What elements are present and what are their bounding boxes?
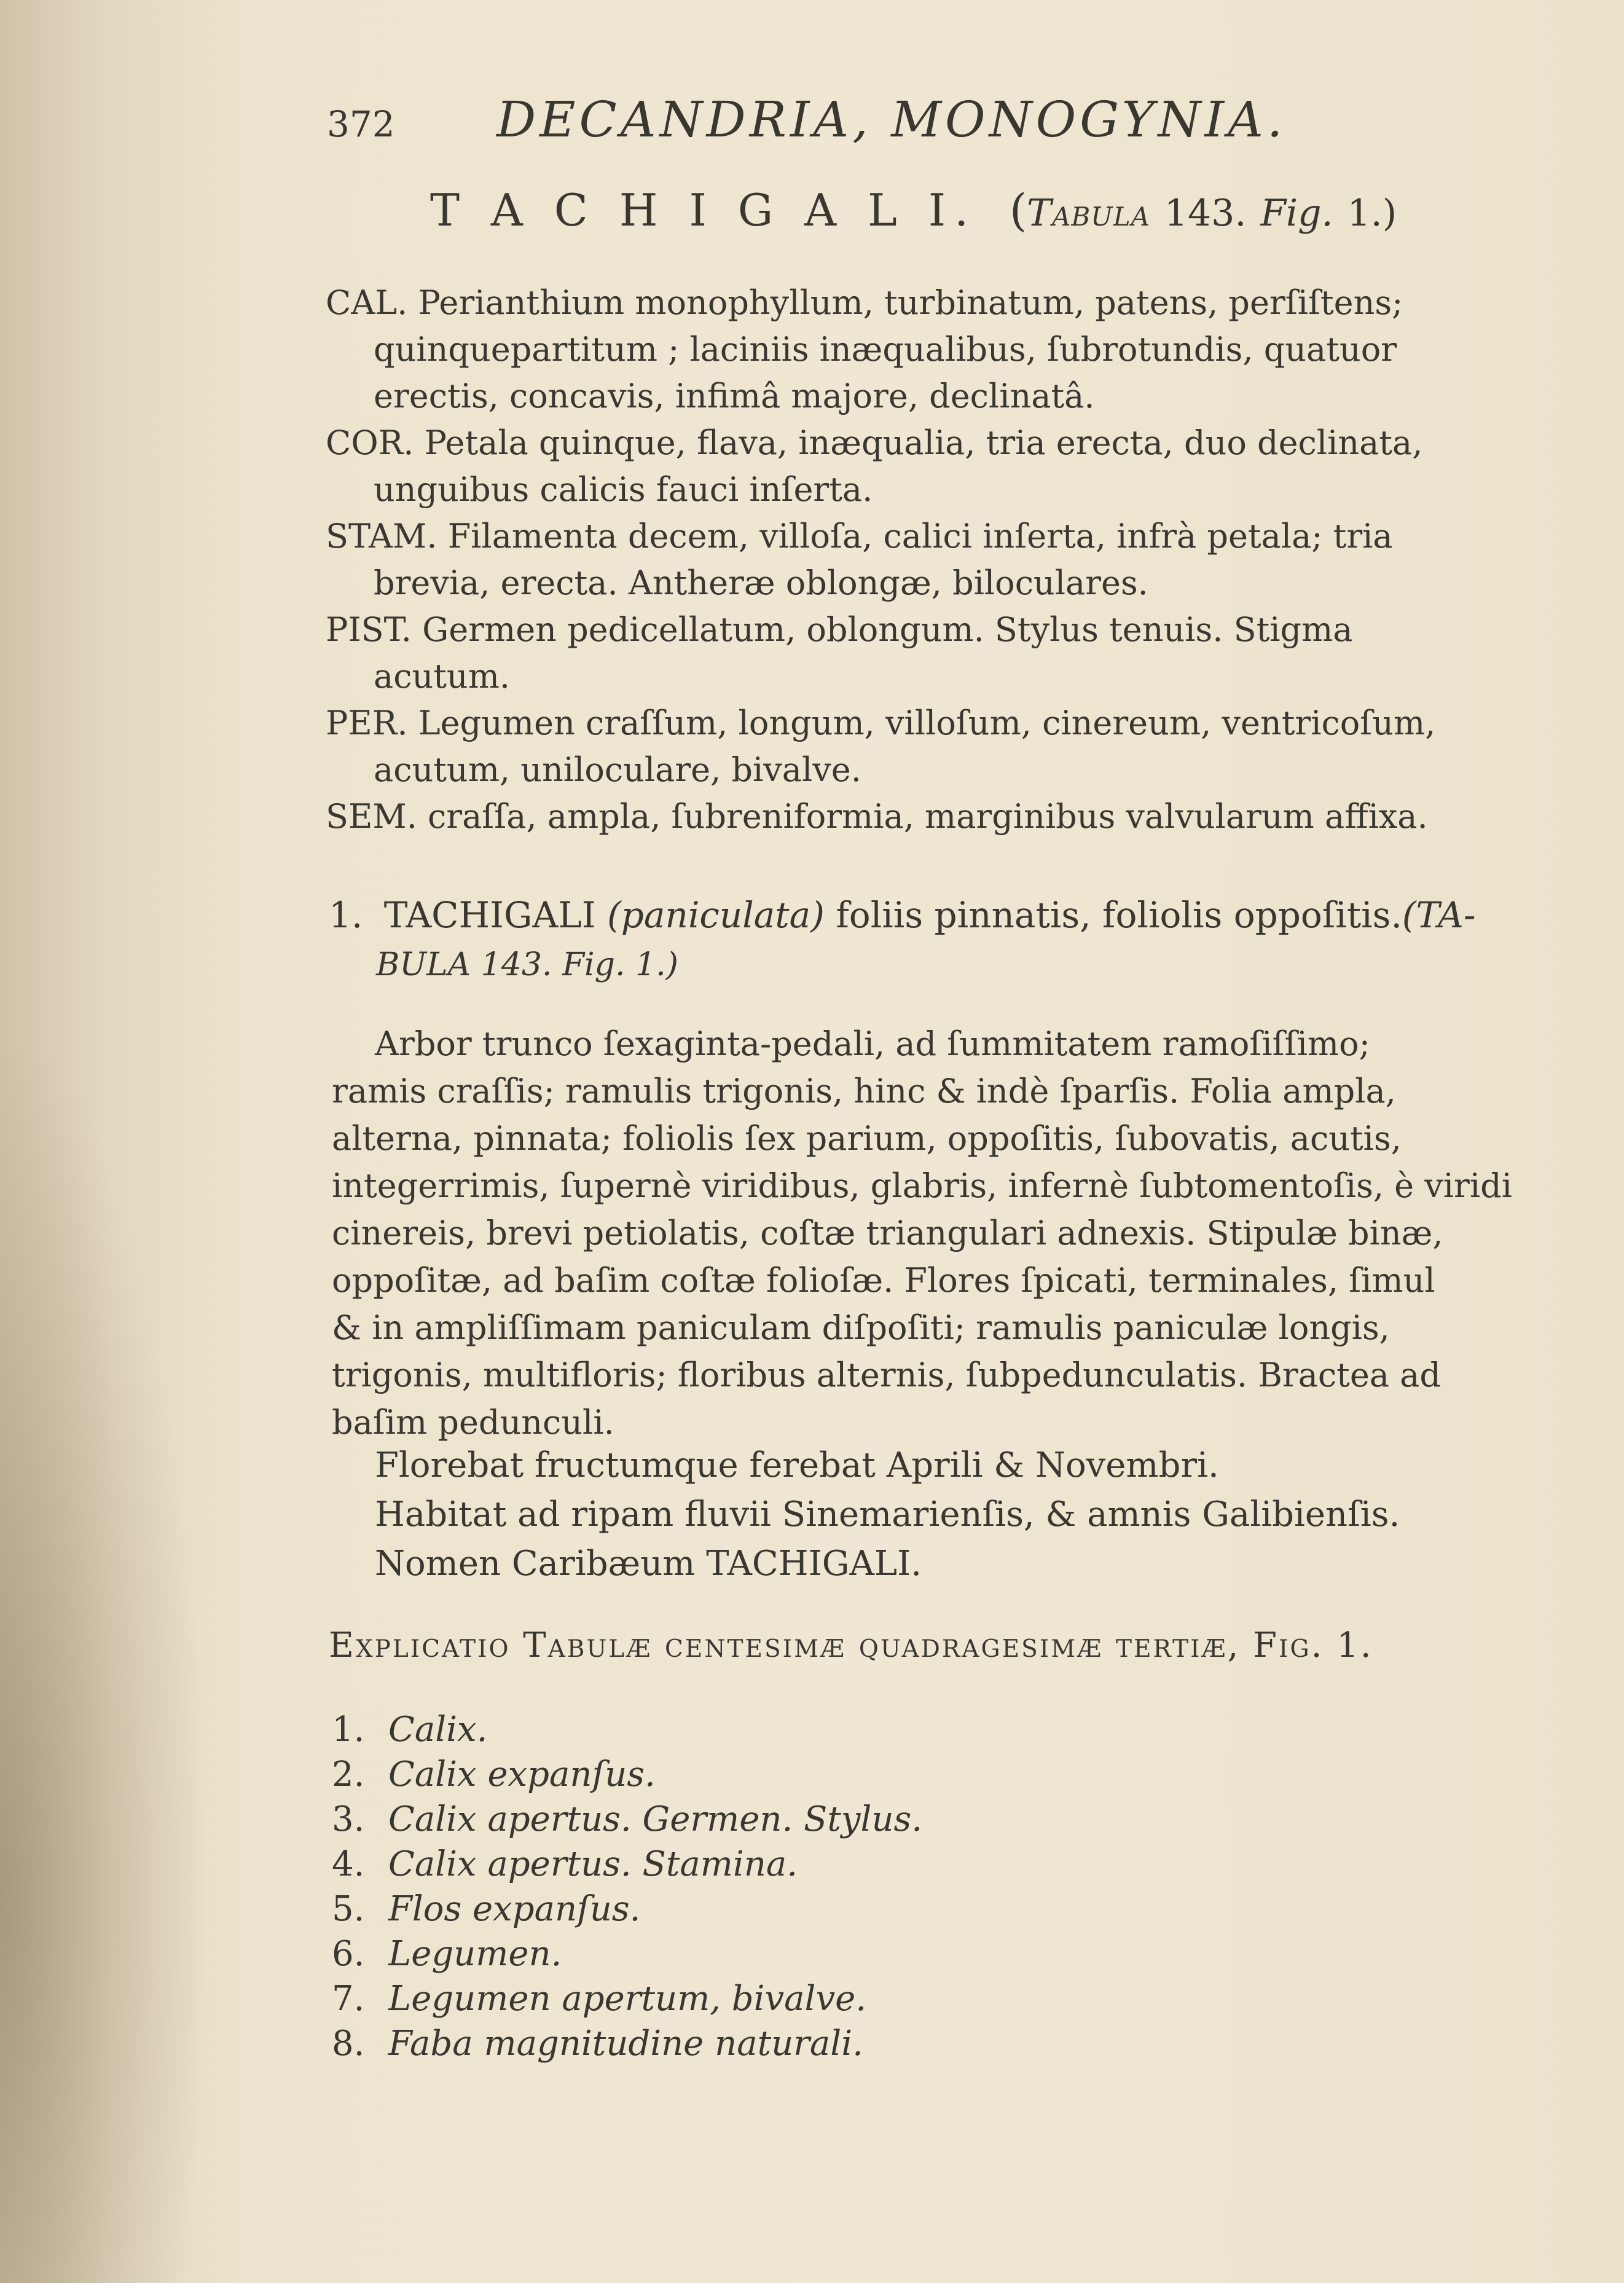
character-text: craſſa, ampla, ſubreniformia, marginibus valvularum affixa. xyxy=(428,797,1428,836)
character-text: Legumen craſſum, longum, villoſum, cinereum, ventricoſum, xyxy=(418,704,1436,742)
character-line-cont xyxy=(326,466,1548,513)
character-text: Germen pedicellatum, oblongum. Stylus tenuis. Stigma xyxy=(422,610,1353,649)
genus-heading xyxy=(430,184,1397,236)
character-key: COR. xyxy=(326,423,414,462)
character-line-cont xyxy=(326,560,1548,607)
figure-list xyxy=(332,1707,922,2066)
figure-number: 2. xyxy=(332,1754,365,1794)
character-text: acutum. xyxy=(374,657,511,696)
figure-list-item xyxy=(332,1931,922,1976)
figure-caption: Calix apertus. Germen. Stylus. xyxy=(388,1799,923,1839)
character-line-cont xyxy=(326,653,1548,700)
ref-fig-num: 1.) xyxy=(1347,192,1397,235)
character-line-first xyxy=(326,513,1548,560)
character-key: CAL. xyxy=(326,283,408,322)
character-text: unguibus calicis fauci inſerta. xyxy=(374,470,873,509)
note-line: Nomen Caribæum TACHIGALI. xyxy=(375,1544,922,1584)
character-line-first xyxy=(326,700,1548,747)
figure-number: 3. xyxy=(332,1799,365,1839)
character-key: PIST. xyxy=(326,610,412,649)
character-text: acutum, uniloculare, bivalve. xyxy=(374,750,861,789)
character-text: Perianthium monophyllum, turbinatum, patens, perſiſtens; xyxy=(418,283,1403,322)
character-line-first xyxy=(326,607,1548,653)
description-line: alterna, pinnata; foliolis ſex parium, oppoſitis, ſubovatis, acutis, xyxy=(332,1119,1402,1158)
figure-list-item xyxy=(332,1752,922,1797)
running-title: DECANDRIA, MONOGYNIA. xyxy=(496,91,1287,148)
description-line: Arbor trunco ſexaginta-pedali, ad ſummitatem ramoſiſſimo; xyxy=(375,1024,1370,1063)
character-text: Petala quinque, flava, inæqualia, tria erecta, duo declinata, xyxy=(424,423,1423,462)
ref-num: 143. xyxy=(1164,192,1247,235)
figure-caption: Legumen. xyxy=(388,1934,562,1974)
character-key: STAM. xyxy=(326,517,437,556)
genus-ref xyxy=(1010,184,1397,236)
character-key: PER. xyxy=(326,704,408,742)
character-line-cont xyxy=(326,747,1548,793)
figure-number: 4. xyxy=(332,1844,365,1884)
description-line: trigonis, multifloris; floribus alternis, ſubpedunculatis. Bractea ad xyxy=(332,1356,1441,1394)
character-line-cont xyxy=(326,326,1548,373)
note-line: Habitat ad ripam fluvii Sinemarienſis, & amnis Galibienſis. xyxy=(375,1495,1400,1534)
description-block xyxy=(332,1020,1545,1446)
character-key: SEM. xyxy=(326,797,417,836)
species-ref-line1: (TA- xyxy=(1402,894,1476,936)
page-number: 372 xyxy=(327,103,395,145)
species-ref-line2: BULA 143. Fig. 1.) xyxy=(376,946,678,983)
characters-block xyxy=(326,280,1548,840)
character-text: quinquepartitum ; laciniis inæqualibus, ſubrotundis, quatuor xyxy=(374,330,1397,369)
figure-list-item xyxy=(332,1707,922,1752)
figure-number: 6. xyxy=(332,1934,365,1974)
figure-caption: Faba magnitudine naturali. xyxy=(388,2024,863,2064)
notes-block xyxy=(375,1441,1400,1589)
note-line: Florebat fructumque ferebat Aprili & Novembri. xyxy=(375,1445,1219,1485)
description-line: integerrimis, ſupernè viridibus, glabris, infernè ſubtomentoſis, è viridi xyxy=(332,1166,1512,1205)
description-line: baſim pedunculi. xyxy=(332,1403,614,1442)
figure-caption: Flos expanſus. xyxy=(388,1889,641,1929)
figure-caption: Legumen apertum, bivalve. xyxy=(388,1979,867,2019)
figure-list-item xyxy=(332,1976,922,2021)
explicatio-heading: Explicatio Tabulæ centesimæ quadragesimæ tertiæ, Fig. 1. xyxy=(329,1625,1373,1665)
figure-number: 8. xyxy=(332,2024,365,2064)
character-line-cont xyxy=(326,373,1548,420)
ref-tabula: Tabula xyxy=(1027,192,1150,235)
character-text: brevia, erecta. Antheræ oblongæ, biloculares. xyxy=(374,564,1148,602)
figure-list-item xyxy=(332,1842,922,1887)
figure-list-item xyxy=(332,1797,922,1842)
species-number: 1. xyxy=(329,894,363,936)
species-epithet: (paniculata) xyxy=(607,894,825,936)
ref-fig: Fig. xyxy=(1260,192,1333,235)
description-line: oppoſitæ, ad baſim coſtæ folioſæ. Flores ſpicati, terminales, ſimul xyxy=(332,1261,1435,1300)
page-shadow xyxy=(0,1014,209,2283)
character-line-first xyxy=(326,280,1548,326)
character-line-first xyxy=(326,793,1548,840)
character-text: Filamenta decem, villoſa, calici inſerta, infrà petala; tria xyxy=(447,517,1393,556)
figure-caption: Calix. xyxy=(388,1710,488,1750)
figure-number: 7. xyxy=(332,1979,365,2019)
figure-caption: Calix apertus. Stamina. xyxy=(388,1844,798,1884)
description-line: & in ampliſſimam paniculam diſpoſiti; ramulis paniculæ longis, xyxy=(332,1308,1390,1347)
species-name: TACHIGALI xyxy=(383,894,596,936)
figure-caption: Calix expanſus. xyxy=(388,1754,656,1794)
figure-list-item xyxy=(332,2021,922,2066)
character-text: erectis, concavis, infimâ majore, declinatâ. xyxy=(374,377,1095,415)
character-line-first xyxy=(326,420,1548,466)
description-line: ramis craſſis; ramulis trigonis, hinc & indè ſparſis. Folia ampla, xyxy=(332,1072,1396,1110)
species-entry xyxy=(329,894,1476,936)
figure-list-item xyxy=(332,1887,922,1931)
species-diagnosis: foliis pinnatis, foliolis oppoſitis. xyxy=(836,894,1402,936)
genus-name: T A C H I G A L I. xyxy=(430,184,978,236)
figure-number: 5. xyxy=(332,1889,365,1929)
figure-number: 1. xyxy=(332,1710,365,1750)
description-line: cinereis, brevi petiolatis, coſtæ triangulari adnexis. Stipulæ binæ, xyxy=(332,1214,1443,1252)
ref-open: ( xyxy=(1009,184,1027,236)
